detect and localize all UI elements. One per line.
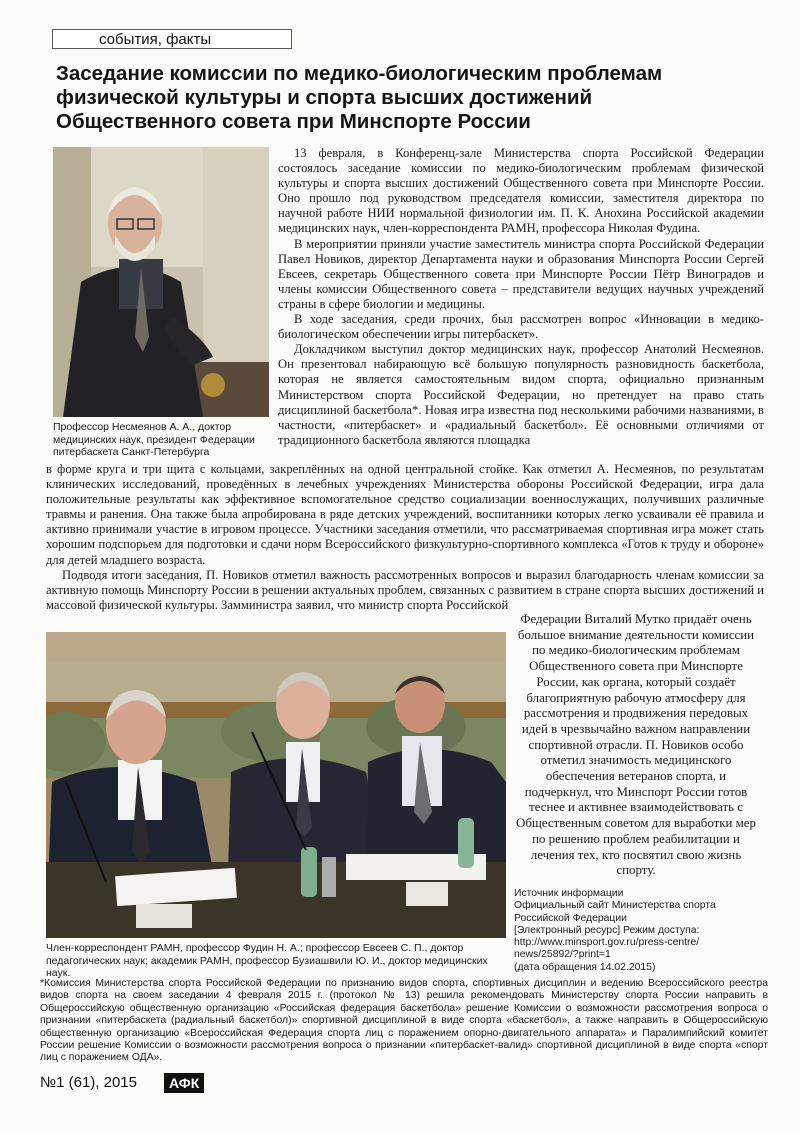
footnote: *Комиссия Министерства спорта Российской Федерации по признанию видов спорта, спортивных дисциплин и ведению Всероссийского реестра видов спорта на своем заседании 4 февраля 2015 г. (протокол № 13) решила рекомендовать Министерству спорта России направить в Общероссийскую общественную организацию «Российская федерация баскетбола» решение Комиссии о возможности рассмотрения вопроса о признании «питербаскета (радиальный баскетбол)» спортивной дисциплиной в виде спорта «баскетбол», а также направить в Общероссийскую общественную организацию «Всероссийская Федерация спорта лиц с поражением опорно-двигательного аппарата» и Паралимпийский комитет России решение Комиссии о возможности рассмотрения вопроса о признании «питербаскет-валид» спортивной дисциплиной в виде спорта «спорт лиц с поражением ОДА». <box>40 978 768 1064</box>
paragraph: Подводя итоги заседания, П. Новиков отметил важность рассмотренных вопросов и выразил благодарность членам комиссии за активную помощь Минспорту России в решении актуальных проблем, связанных с развитием в стране спорта высших достижений и массовой физической культуры. Замминистра заявил, что министр спорта Российской <box>46 567 764 612</box>
article-column-full <box>46 462 764 612</box>
source-line: Российской Федерации <box>514 912 627 924</box>
source-line: (дата обращения 14.02.2015) <box>514 961 656 973</box>
source-heading: Источник информации <box>514 888 624 899</box>
source-line: Официальный сайт Министерства спорта <box>514 900 716 912</box>
commission-photo-caption: Член-корреспондент РАМН, профессор Фудин Н. А.; профессор Евсеев С. П., доктор педагогических наук; академик РАМН, профессор Бузиашвили Ю. И., доктор медицинских наук. <box>46 942 488 979</box>
article-side-column: Федерации Виталий Мутко придаёт очень большое внимание деятельности комиссии по медико-биологическим проблемам Общественного совета при Минспорте России, как органа, который создаёт благоприятную рабочую атмосферу для рассмотрения и продвижения передовых идей в чрезвычайно важном направлении спортивной отрасли. П. Новиков особо отметил значимость медицинского обеспечения ветеранов спорта, и подчеркнул, что Минспорт России готов теснее и активнее взаимодействовать с Общественным советом для выработки мер по решению проблем реабилитации и лечения тех, кто посвятил свою жизнь спорту. <box>516 612 756 878</box>
section-label: события, факты <box>52 29 292 49</box>
issue-number: №1 (61), 2015 <box>40 1074 137 1091</box>
paragraph: В ходе заседания, среди прочих, был рассмотрен вопрос «Инновации в медико-биологическом обеспечении игры питербаскет». <box>278 312 764 342</box>
paragraph: в форме круга и три щита с кольцами, закреплённых на одной центральной стойке. Как отметил А. Несмеянов, по результатам клинических исследований, проведённых в лечебных учреждениях Министерства обороны Российской Федерации, игра дала положительные результаты как эффективное вспомогательное средство социализации военнослужащих, получивших различные травмы и ранения. Она также была апробирована в ряде детских учреждений, воспитанники которых легко усваивали её правила и активно принимали участие в игровом процессе. Участники заседания отметили, что рассматриваемая спортивная игра может стать хорошим подспорьем для подготовки и сдачи норм Всероссийского физкультурно-спортивного комплекса «Готов к труду и обороне» для детей младшего возраста. <box>46 462 764 567</box>
journal-badge: АФК <box>164 1073 204 1093</box>
speaker-photo-caption: Профессор Несмеянов А. А., доктор медицинских наук, президент Федерации питербаскета Санкт-Петербурга <box>53 421 255 458</box>
article-title: Заседание комиссии по медико-биологическим проблемам физической культуры и спорта высших достижений Общественного совета при Минспорте России <box>56 62 663 133</box>
speaker-photo <box>53 147 269 417</box>
paragraph: Докладчиком выступил доктор медицинских наук, профессор Анатолий Несмеянов. Он презентовал набирающую всё большую популярность разновидность баскетбола, которая не является самостоятельным видом спорта, официально признанным Министерством спорта Российской Федерации, но претендует на право стать дисциплиной баскетбола*. Новая игра известна под несколькими рабочими названиями, в частности, «питербаскет» и «радиальный баскетбол». Её основными отличиями от традиционного баскетбола являются площадка <box>278 342 764 447</box>
source-block <box>514 888 764 974</box>
paragraph: 13 февраля, в Конференц-зале Министерства спорта Российской Федерации состоялось заседание комиссии по медико-биологическим проблемам физической культуры и спорта высших достижений Общественного совета при Минспорте России. Оно прошло под руководством председателя комиссии, заместителя директора по научной работе НИИ нормальной физиологии им. П. К. Анохина Российской академии медицинских наук, член-корреспондента РАМН, профессора Николая Фудина. <box>278 146 764 236</box>
source-url[interactable]: http://www.minsport.gov.ru/press-centre/ <box>514 937 700 949</box>
source-url[interactable]: news/25892/?print=1 <box>514 949 611 961</box>
commission-photo <box>46 632 506 938</box>
source-line: [Электронный ресурс] Режим доступа: <box>514 924 700 936</box>
paragraph: В мероприятии приняли участие заместитель министра спорта Российской Федерации Павел Новиков, директор Департамента науки и образования Минспорта России Сергей Евсеев, секретарь Общественного совета при Минспорте России Пётр Виноградов и члены комиссии Общественного совета – представители ведущих научных учреждений страны в сфере биологии и медицины. <box>278 236 764 311</box>
